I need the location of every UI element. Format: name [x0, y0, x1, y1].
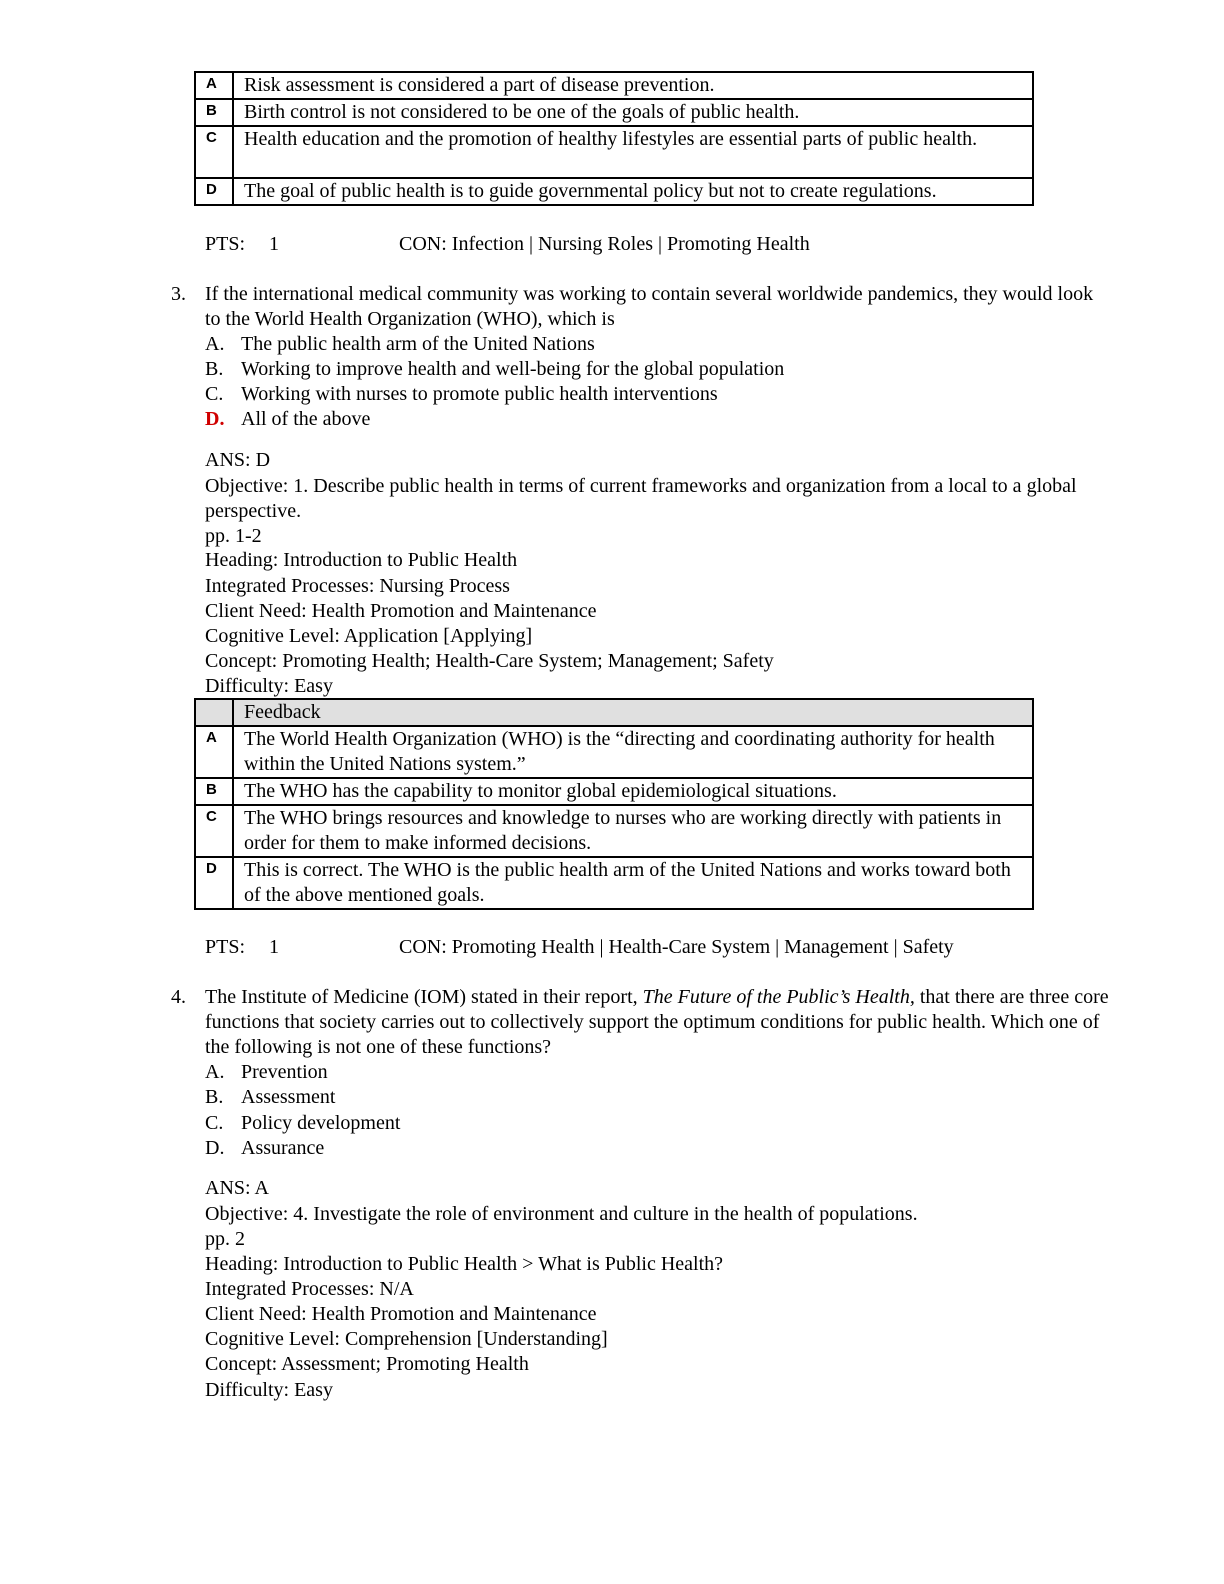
option-letter: B.: [205, 358, 224, 380]
pts-label: PTS:: [205, 936, 246, 958]
question-stem: [205, 985, 1110, 1060]
option-text: Working to improve health and well-being for the global population: [241, 358, 785, 380]
answer-option-b: [205, 357, 784, 382]
option-text: Prevention: [241, 1061, 328, 1083]
difficulty: Difficulty: Easy: [205, 1379, 333, 1401]
row-key: D: [195, 857, 233, 909]
option-letter: C.: [205, 1112, 224, 1134]
option-text: Assurance: [241, 1137, 325, 1159]
report-title: The Future of the Public’s Health,: [642, 986, 915, 1008]
pts-value: 1: [269, 233, 279, 255]
row-key: A: [195, 72, 233, 99]
table-row: [195, 726, 1033, 778]
integrated-processes: Integrated Processes: N/A: [205, 1278, 414, 1300]
row-text: The WHO has the capability to monitor global epidemiological situations.: [233, 778, 1033, 805]
table-row: [195, 72, 1033, 99]
table-row: [195, 99, 1033, 126]
option-text: All of the above: [241, 408, 371, 430]
row-key: C: [195, 805, 233, 857]
answer-option-a: [205, 332, 595, 357]
page-reference: pp. 1-2: [205, 525, 262, 547]
table-header-row: [195, 699, 1033, 726]
answer-option-c: [205, 1111, 400, 1136]
option-letter: D.: [205, 1137, 225, 1159]
question-number: 3.: [171, 283, 186, 305]
row-text: Birth control is not considered to be one of the goals of public health.: [233, 99, 1033, 126]
question-number: 4.: [171, 986, 186, 1008]
pts-label: PTS:: [205, 233, 246, 255]
row-text: The goal of public health is to guide governmental policy but not to create regulations.: [233, 178, 1033, 205]
client-need: Client Need: Health Promotion and Maintenance: [205, 600, 597, 622]
answer-option-b: [205, 1085, 335, 1110]
row-key: C: [195, 126, 233, 178]
row-text: The WHO brings resources and knowledge to nurses who are working directly with patients in order for them to make informed decisions.: [233, 805, 1033, 857]
row-key: A: [195, 726, 233, 778]
header-key-cell: [195, 699, 233, 726]
option-letter: A.: [205, 333, 225, 355]
answer-key: ANS: A: [205, 1177, 269, 1199]
stem-text: that there are three core functions that society carries out to collectively support the optimum conditions for public health. Which one of the following is not one of these functions?: [205, 986, 1109, 1058]
option-letter-correct: D.: [205, 408, 225, 430]
table-row: [195, 778, 1033, 805]
row-key: B: [195, 99, 233, 126]
row-text: This is correct. The WHO is the public health arm of the United Nations and works toward both of the above mentioned goals.: [233, 857, 1033, 909]
row-text: Health education and the promotion of healthy lifestyles are essential parts of public health.: [233, 126, 1033, 178]
row-key: B: [195, 778, 233, 805]
answer-option-a: [205, 1060, 328, 1085]
answer-option-c: [205, 382, 718, 407]
option-text: Assessment: [241, 1086, 336, 1108]
cognitive-level: Cognitive Level: Comprehension [Understanding]: [205, 1328, 608, 1350]
row-text: The World Health Organization (WHO) is the “directing and coordinating authority for health within the United Nations system.”: [233, 726, 1033, 778]
cognitive-level: Cognitive Level: Application [Applying]: [205, 625, 533, 647]
option-text: Policy development: [241, 1112, 401, 1134]
table-row: [195, 126, 1033, 178]
pts-value: 1: [269, 936, 279, 958]
option-letter: B.: [205, 1086, 224, 1108]
concept-tags: CON: Promoting Health | Health-Care System | Management | Safety: [399, 936, 954, 958]
question-stem: If the international medical community was working to contain several worldwide pandemics, they would look to the World Health Organization (WHO), which is: [205, 283, 1094, 330]
answer-option-d: [205, 1136, 324, 1161]
option-letter: A.: [205, 1061, 225, 1083]
table-row: [195, 178, 1033, 205]
table-row: [195, 805, 1033, 857]
answer-key: ANS: D: [205, 449, 271, 471]
integrated-processes: Integrated Processes: Nursing Process: [205, 575, 510, 597]
table-row: [195, 857, 1033, 909]
feedback-table-q3: [194, 698, 1034, 910]
row-key: D: [195, 178, 233, 205]
objective: Objective: 4. Investigate the role of environment and culture in the health of populations.: [205, 1203, 918, 1225]
header-label: Feedback: [233, 699, 1033, 726]
heading: Heading: Introduction to Public Health: [205, 549, 518, 571]
row-text: Risk assessment is considered a part of disease prevention.: [233, 72, 1033, 99]
answer-option-d: [205, 407, 370, 432]
difficulty: Difficulty: Easy: [205, 675, 333, 697]
concept: Concept: Promoting Health; Health-Care System; Management; Safety: [205, 650, 774, 672]
option-text: Working with nurses to promote public health interventions: [241, 383, 718, 405]
objective: Objective: 1. Describe public health in terms of current frameworks and organization from a local to a global perspective.: [205, 475, 1077, 522]
heading: Heading: Introduction to Public Health > What is Public Health?: [205, 1253, 724, 1275]
concept-tags: CON: Infection | Nursing Roles | Promoting Health: [399, 233, 810, 255]
option-text: The public health arm of the United Nations: [241, 333, 595, 355]
feedback-table-q2: [194, 71, 1034, 206]
concept: Concept: Assessment; Promoting Health: [205, 1353, 529, 1375]
option-letter: C.: [205, 383, 224, 405]
stem-text: The Institute of Medicine (IOM) stated in their report,: [205, 986, 643, 1008]
page-reference: pp. 2: [205, 1228, 245, 1250]
client-need: Client Need: Health Promotion and Maintenance: [205, 1303, 597, 1325]
